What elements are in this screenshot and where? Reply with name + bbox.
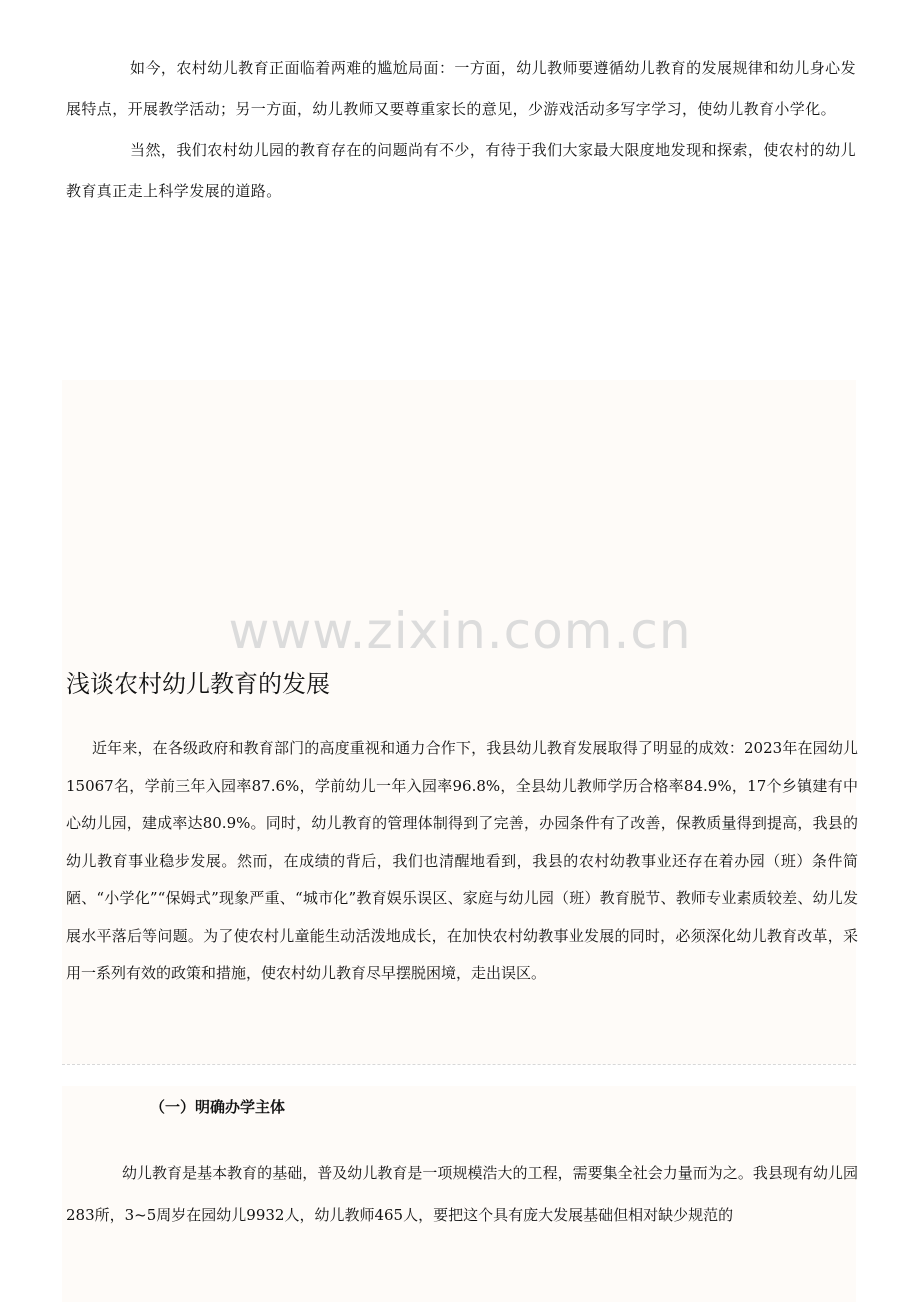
section-paragraph: 幼儿教育是基本教育的基础，普及幼儿教育是一项规模浩大的工程，需要集全社会力量而为之。我县现有幼儿园283所，3~5周岁在园幼儿9932人，幼儿教师465人，要把这个具有庞大发展基础但相对缺少规范的 bbox=[66, 1164, 858, 1224]
paragraph: 当然，我们农村幼儿园的教育存在的问题尚有不少，有待于我们大家最大限度地发现和探索，使农村的幼儿教育真正走上科学发展的道路。 bbox=[66, 141, 856, 200]
paragraph: 如今，农村幼儿教育正面临着两难的尴尬局面：一方面，幼儿教师要遵循幼儿教育的发展规律和幼儿身心发展特点，开展教学活动；另一方面，幼儿教师又要尊重家长的意见，少游戏活动多写字学习，使幼儿教育小学化。 bbox=[66, 59, 856, 118]
section-heading: （一）明确办学主体 bbox=[150, 1098, 286, 1116]
watermark: www.zixin.com.cn bbox=[228, 602, 692, 660]
previous-article-text bbox=[66, 48, 856, 212]
dashed-divider bbox=[62, 1064, 856, 1065]
article-title: 浅谈农村幼儿教育的发展 bbox=[66, 670, 330, 698]
intro-paragraph: 近年来，在各级政府和教育部门的高度重视和通力合作下，我县幼儿教育发展取得了明显的成效：2023年在园幼儿15067名，学前三年入园率87.6%，学前幼儿一年入园率96.8%，全县幼儿教师学历合格率84.9%，17个乡镇建有中心幼儿园，建成率达80.9%。同时，幼儿教育的管理体制得到了完善，办园条件有了改善，保教质量得到提高，我县的幼儿教育事业稳步发展。然而，在成绩的背后，我们也清醒地看到，我县的农村幼教事业还存在着办园（班）条件简陋、“小学化”“保姆式”现象严重、“城市化”教育娱乐误区、家庭与幼儿园（班）教育脱节、教师专业素质较差、幼儿发展水平落后等问题。为了使农村儿童能生动活泼地成长，在加快农村幼教事业发展的同时，必须深化幼儿教育改革，采用一系列有效的政策和措施，使农村幼儿教育尽早摆脱困境，走出误区。 bbox=[66, 739, 858, 982]
